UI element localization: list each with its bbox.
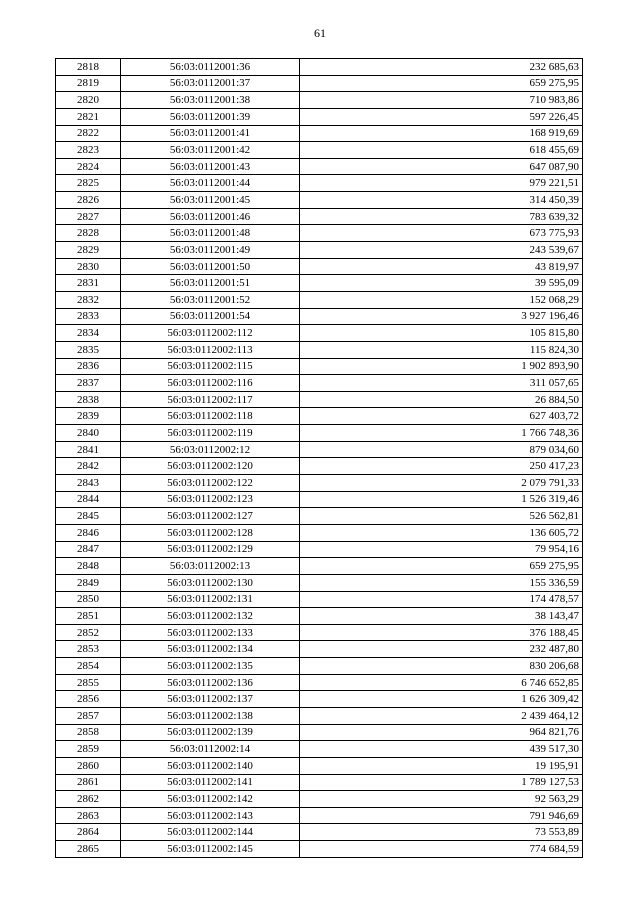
row-number-cell: 2854 <box>56 658 121 675</box>
table-row <box>56 641 583 658</box>
cadastral-number-cell: 56:03:0112002:136 <box>121 674 300 691</box>
table-row <box>56 75 583 92</box>
cadastral-number-cell: 56:03:0112002:128 <box>121 524 300 541</box>
cadastral-value-cell: 774 684,59 <box>300 841 583 858</box>
cadastral-number-cell: 56:03:0112002:130 <box>121 574 300 591</box>
cadastral-value-cell: 439 517,30 <box>300 741 583 758</box>
cadastral-number-cell: 56:03:0112001:42 <box>121 142 300 159</box>
cadastral-value-cell: 1 526 319,46 <box>300 491 583 508</box>
table-row <box>56 142 583 159</box>
table-row <box>56 208 583 225</box>
cadastral-value-cell: 232 685,63 <box>300 59 583 76</box>
row-number-cell: 2825 <box>56 175 121 192</box>
cadastral-number-cell: 56:03:0112001:45 <box>121 192 300 209</box>
row-number-cell: 2858 <box>56 724 121 741</box>
cadastral-number-cell: 56:03:0112002:131 <box>121 591 300 608</box>
row-number-cell: 2836 <box>56 358 121 375</box>
table-row <box>56 425 583 442</box>
table-row <box>56 242 583 259</box>
cadastral-value-cell: 232 487,80 <box>300 641 583 658</box>
cadastral-number-cell: 56:03:0112002:135 <box>121 658 300 675</box>
row-number-cell: 2848 <box>56 558 121 575</box>
row-number-cell: 2857 <box>56 707 121 724</box>
table-row <box>56 59 583 76</box>
table-row <box>56 574 583 591</box>
row-number-cell: 2835 <box>56 341 121 358</box>
row-number-cell: 2853 <box>56 641 121 658</box>
cadastral-number-cell: 56:03:0112002:138 <box>121 707 300 724</box>
cadastral-value-cell: 314 450,39 <box>300 192 583 209</box>
cadastral-number-cell: 56:03:0112001:39 <box>121 108 300 125</box>
cadastral-value-cell: 1 789 127,53 <box>300 774 583 791</box>
cadastral-value-cell: 311 057,65 <box>300 375 583 392</box>
table-row <box>56 707 583 724</box>
table-row <box>56 258 583 275</box>
table-row <box>56 591 583 608</box>
cadastral-value-cell: 152 068,29 <box>300 291 583 308</box>
cadastral-value-cell: 2 079 791,33 <box>300 475 583 492</box>
cadastral-number-cell: 56:03:0112002:142 <box>121 791 300 808</box>
cadastral-value-cell: 783 639,32 <box>300 208 583 225</box>
cadastral-value-cell: 26 884,50 <box>300 391 583 408</box>
cadastral-number-cell: 56:03:0112002:140 <box>121 757 300 774</box>
cadastral-value-cell: 39 595,09 <box>300 275 583 292</box>
row-number-cell: 2824 <box>56 158 121 175</box>
cadastral-value-cell: 73 553,89 <box>300 824 583 841</box>
table-row <box>56 408 583 425</box>
cadastral-value-cell: 647 087,90 <box>300 158 583 175</box>
cadastral-number-cell: 56:03:0112002:119 <box>121 425 300 442</box>
table-row <box>56 774 583 791</box>
cadastral-number-cell: 56:03:0112002:117 <box>121 391 300 408</box>
cadastral-number-cell: 56:03:0112002:145 <box>121 841 300 858</box>
cadastral-number-cell: 56:03:0112002:134 <box>121 641 300 658</box>
row-number-cell: 2839 <box>56 408 121 425</box>
row-number-cell: 2859 <box>56 741 121 758</box>
cadastral-value-cell: 38 143,47 <box>300 608 583 625</box>
row-number-cell: 2841 <box>56 441 121 458</box>
row-number-cell: 2851 <box>56 608 121 625</box>
cadastral-number-cell: 56:03:0112002:118 <box>121 408 300 425</box>
row-number-cell: 2852 <box>56 624 121 641</box>
cadastral-value-cell: 1 766 748,36 <box>300 425 583 442</box>
table-row <box>56 608 583 625</box>
table-row <box>56 658 583 675</box>
row-number-cell: 2834 <box>56 325 121 342</box>
row-number-cell: 2856 <box>56 691 121 708</box>
table-row <box>56 791 583 808</box>
cadastral-number-cell: 56:03:0112001:36 <box>121 59 300 76</box>
row-number-cell: 2846 <box>56 524 121 541</box>
cadastral-number-cell: 56:03:0112002:132 <box>121 608 300 625</box>
cadastral-number-cell: 56:03:0112001:52 <box>121 291 300 308</box>
row-number-cell: 2831 <box>56 275 121 292</box>
row-number-cell: 2850 <box>56 591 121 608</box>
row-number-cell: 2845 <box>56 508 121 525</box>
cadastral-value-cell: 155 336,59 <box>300 574 583 591</box>
cadastral-number-cell: 56:03:0112001:38 <box>121 92 300 109</box>
table-row <box>56 108 583 125</box>
row-number-cell: 2829 <box>56 242 121 259</box>
row-number-cell: 2862 <box>56 791 121 808</box>
table-row <box>56 341 583 358</box>
row-number-cell: 2830 <box>56 258 121 275</box>
table-body <box>56 59 583 858</box>
cadastral-number-cell: 56:03:0112002:12 <box>121 441 300 458</box>
cadastral-value-cell: 618 455,69 <box>300 142 583 159</box>
row-number-cell: 2826 <box>56 192 121 209</box>
cadastral-value-cell: 597 226,45 <box>300 108 583 125</box>
page-number: 61 <box>314 26 326 40</box>
cadastral-value-cell: 174 478,57 <box>300 591 583 608</box>
row-number-cell: 2820 <box>56 92 121 109</box>
cadastral-number-cell: 56:03:0112002:127 <box>121 508 300 525</box>
table-row <box>56 291 583 308</box>
row-number-cell: 2823 <box>56 142 121 159</box>
cadastral-value-cell: 243 539,67 <box>300 242 583 259</box>
cadastral-value-cell: 105 815,80 <box>300 325 583 342</box>
table-row <box>56 275 583 292</box>
cadastral-value-cell: 710 983,86 <box>300 92 583 109</box>
row-number-cell: 2844 <box>56 491 121 508</box>
table-row <box>56 358 583 375</box>
row-number-cell: 2828 <box>56 225 121 242</box>
cadastral-number-cell: 56:03:0112002:144 <box>121 824 300 841</box>
table-row <box>56 624 583 641</box>
cadastral-value-cell: 627 403,72 <box>300 408 583 425</box>
row-number-cell: 2861 <box>56 774 121 791</box>
cadastral-number-cell: 56:03:0112002:139 <box>121 724 300 741</box>
cadastral-value-cell: 1 626 309,42 <box>300 691 583 708</box>
table-row <box>56 807 583 824</box>
table-row <box>56 558 583 575</box>
cadastral-value-cell: 92 563,29 <box>300 791 583 808</box>
cadastral-value-cell: 79 954,16 <box>300 541 583 558</box>
cadastral-value-cell: 673 775,93 <box>300 225 583 242</box>
cadastral-number-cell: 56:03:0112001:51 <box>121 275 300 292</box>
row-number-cell: 2833 <box>56 308 121 325</box>
table-row <box>56 92 583 109</box>
table-row <box>56 524 583 541</box>
row-number-cell: 2843 <box>56 475 121 492</box>
cadastral-value-cell: 879 034,60 <box>300 441 583 458</box>
cadastral-number-cell: 56:03:0112001:43 <box>121 158 300 175</box>
cadastral-number-cell: 56:03:0112002:115 <box>121 358 300 375</box>
cadastral-number-cell: 56:03:0112002:137 <box>121 691 300 708</box>
cadastral-number-cell: 56:03:0112002:122 <box>121 475 300 492</box>
row-number-cell: 2837 <box>56 375 121 392</box>
cadastral-value-cell: 659 275,95 <box>300 75 583 92</box>
cadastral-value-cell: 964 821,76 <box>300 724 583 741</box>
row-number-cell: 2842 <box>56 458 121 475</box>
table-row <box>56 741 583 758</box>
cadastral-value-cell: 168 919,69 <box>300 125 583 142</box>
cadastral-number-cell: 56:03:0112002:112 <box>121 325 300 342</box>
cadastral-number-cell: 56:03:0112001:50 <box>121 258 300 275</box>
cadastral-number-cell: 56:03:0112001:49 <box>121 242 300 259</box>
table-row <box>56 475 583 492</box>
cadastral-value-cell: 979 221,51 <box>300 175 583 192</box>
cadastral-value-cell: 1 902 893,90 <box>300 358 583 375</box>
row-number-cell: 2847 <box>56 541 121 558</box>
cadastral-value-cell: 115 824,30 <box>300 341 583 358</box>
cadastral-number-cell: 56:03:0112001:44 <box>121 175 300 192</box>
cadastral-number-cell: 56:03:0112002:141 <box>121 774 300 791</box>
cadastral-number-cell: 56:03:0112002:14 <box>121 741 300 758</box>
table-row <box>56 458 583 475</box>
table-row <box>56 824 583 841</box>
cadastral-number-cell: 56:03:0112002:143 <box>121 807 300 824</box>
row-number-cell: 2849 <box>56 574 121 591</box>
table-row <box>56 325 583 342</box>
table-row <box>56 158 583 175</box>
table-row <box>56 691 583 708</box>
row-number-cell: 2827 <box>56 208 121 225</box>
cadastral-number-cell: 56:03:0112002:133 <box>121 624 300 641</box>
table-row <box>56 375 583 392</box>
row-number-cell: 2864 <box>56 824 121 841</box>
table-row <box>56 491 583 508</box>
row-number-cell: 2860 <box>56 757 121 774</box>
cadastral-value-cell: 2 439 464,12 <box>300 707 583 724</box>
cadastral-number-cell: 56:03:0112002:113 <box>121 341 300 358</box>
table-row <box>56 541 583 558</box>
cadastral-value-cell: 376 188,45 <box>300 624 583 641</box>
cadastral-number-cell: 56:03:0112002:120 <box>121 458 300 475</box>
cadastral-value-cell: 830 206,68 <box>300 658 583 675</box>
table-row <box>56 508 583 525</box>
row-number-cell: 2865 <box>56 841 121 858</box>
table-row <box>56 125 583 142</box>
table-row <box>56 674 583 691</box>
cadastral-number-cell: 56:03:0112002:123 <box>121 491 300 508</box>
row-number-cell: 2840 <box>56 425 121 442</box>
cadastral-number-cell: 56:03:0112001:54 <box>121 308 300 325</box>
table-row <box>56 441 583 458</box>
cadastral-value-cell: 526 562,81 <box>300 508 583 525</box>
cadastral-value-cell: 43 819,97 <box>300 258 583 275</box>
table-row <box>56 308 583 325</box>
cadastral-value-cell: 19 195,91 <box>300 757 583 774</box>
cadastral-number-cell: 56:03:0112001:48 <box>121 225 300 242</box>
cadastral-value-cell: 3 927 196,46 <box>300 308 583 325</box>
cadastral-number-cell: 56:03:0112001:46 <box>121 208 300 225</box>
cadastral-value-cell: 791 946,69 <box>300 807 583 824</box>
row-number-cell: 2832 <box>56 291 121 308</box>
cadastral-value-cell: 136 605,72 <box>300 524 583 541</box>
row-number-cell: 2838 <box>56 391 121 408</box>
cadastral-number-cell: 56:03:0112002:13 <box>121 558 300 575</box>
row-number-cell: 2821 <box>56 108 121 125</box>
row-number-cell: 2822 <box>56 125 121 142</box>
table-row <box>56 175 583 192</box>
row-number-cell: 2855 <box>56 674 121 691</box>
row-number-cell: 2819 <box>56 75 121 92</box>
table-row <box>56 757 583 774</box>
cadastral-value-table <box>55 58 583 858</box>
cadastral-value-cell: 6 746 652,85 <box>300 674 583 691</box>
table-row <box>56 391 583 408</box>
cadastral-number-cell: 56:03:0112001:41 <box>121 125 300 142</box>
cadastral-number-cell: 56:03:0112002:129 <box>121 541 300 558</box>
table-row <box>56 724 583 741</box>
cadastral-value-cell: 659 275,95 <box>300 558 583 575</box>
cadastral-number-cell: 56:03:0112002:116 <box>121 375 300 392</box>
row-number-cell: 2818 <box>56 59 121 76</box>
row-number-cell: 2863 <box>56 807 121 824</box>
cadastral-number-cell: 56:03:0112001:37 <box>121 75 300 92</box>
table-row <box>56 192 583 209</box>
table-row <box>56 225 583 242</box>
table-row <box>56 841 583 858</box>
cadastral-value-cell: 250 417,23 <box>300 458 583 475</box>
